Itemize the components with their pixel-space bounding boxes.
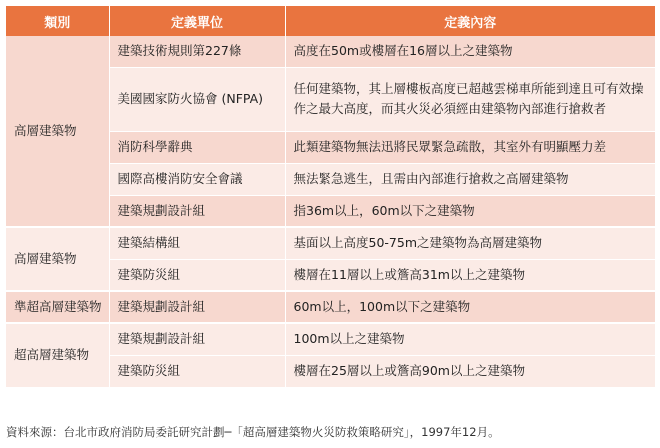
unit-cell: 建築防災組 [109,355,285,387]
unit-cell: 建築規劃設計組 [109,291,285,323]
content-cell: 此類建築物無法迅將民眾緊急疏散，其室外有明顯壓力差 [285,131,655,163]
unit-cell: 建築防災組 [109,259,285,291]
definition-table [6,6,655,388]
unit-cell: 國際高樓消防安全會議 [109,163,285,195]
source-note: 資料來源：台北市政府消防局委託研究計劃─「超高層建築物火災防救策略研究」，1997年12月。 [6,425,500,439]
table-row [6,323,655,355]
header-content: 定義內容 [285,6,655,36]
header-unit: 定義單位 [109,6,285,36]
category-cell: 高層建築物 [6,227,109,291]
category-cell: 高層建築物 [6,36,109,227]
unit-cell: 消防科學辭典 [109,131,285,163]
unit-cell: 建築結構組 [109,227,285,259]
unit-cell: 建築規劃設計組 [109,323,285,355]
unit-cell: 建築技術規則第227條 [109,36,285,67]
unit-cell: 建築規劃設計組 [109,195,285,227]
content-cell: 高度在50m或樓層在16層以上之建築物 [285,36,655,67]
table-header-row [6,6,655,36]
content-cell: 任何建築物，其上層樓板高度已超越雲梯車所能到達且可有效操作之最大高度，而其火災必須經由建築物內部進行搶救者 [285,67,655,131]
content-cell: 樓層在11層以上或簷高31m以上之建築物 [285,259,655,291]
content-cell: 60m以上，100m以下之建築物 [285,291,655,323]
table-row [6,291,655,323]
content-cell: 基面以上高度50-75m之建築物為高層建築物 [285,227,655,259]
content-cell: 無法緊急逃生，且需由內部進行搶救之高層建築物 [285,163,655,195]
content-cell: 100m以上之建築物 [285,323,655,355]
definition-table-container [6,6,655,388]
category-cell: 準超高層建築物 [6,291,109,323]
table-row [6,36,655,67]
content-cell: 指36m以上，60m以下之建築物 [285,195,655,227]
content-cell: 樓層在25層以上或簷高90m以上之建築物 [285,355,655,387]
header-category: 類別 [6,6,109,36]
unit-cell: 美國國家防火協會 (NFPA) [109,67,285,131]
table-row [6,227,655,259]
category-cell: 超高層建築物 [6,323,109,387]
